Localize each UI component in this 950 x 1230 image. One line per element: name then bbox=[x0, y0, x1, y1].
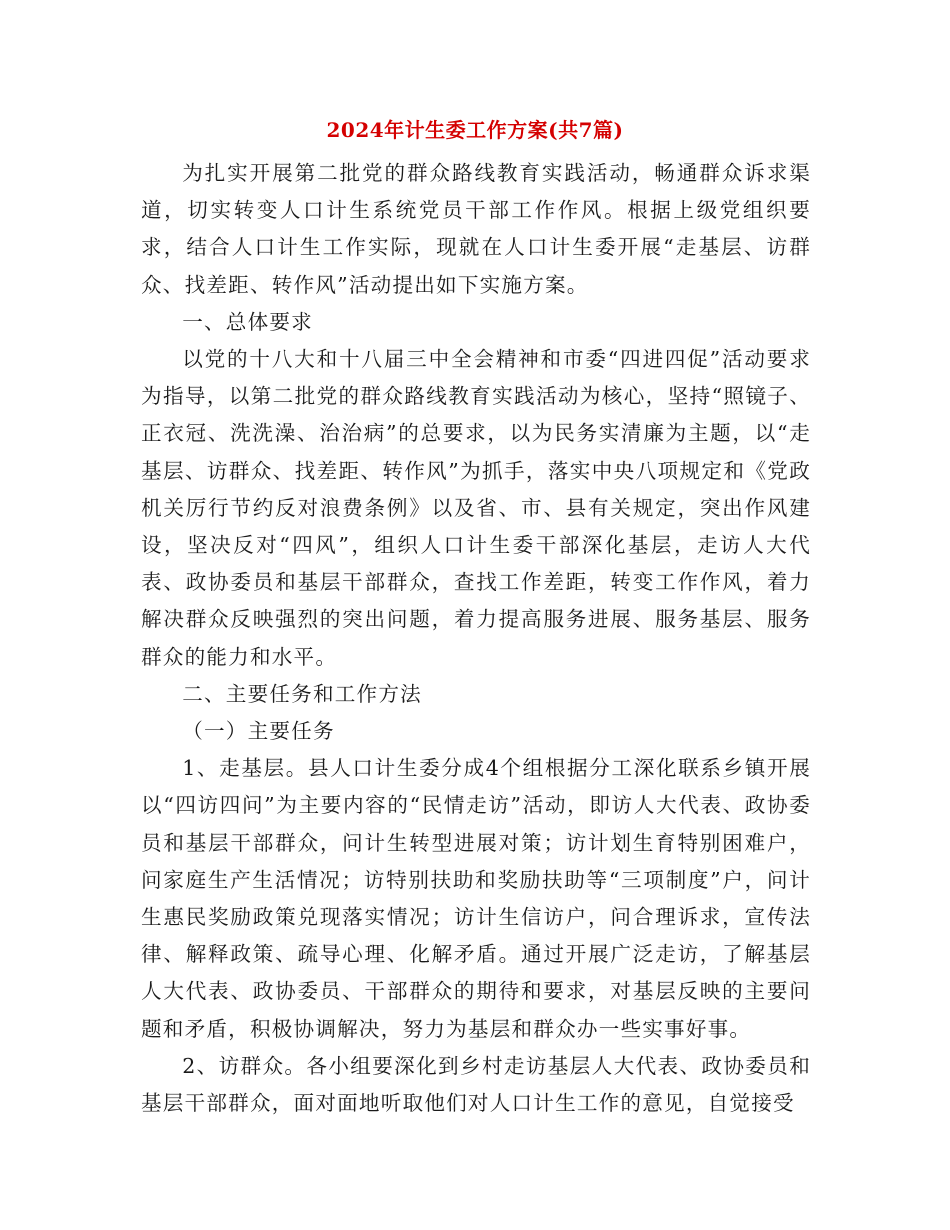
section-heading-overall-requirements: 一、总体要求 bbox=[182, 309, 313, 334]
paragraph-overall-requirements: 以党的十八大和十八届三中全会精神和市委“四进四促”活动要求为指导，以第二批党的群众路线教育实践活动为核心，坚持“照镜子、正衣冠、洗洗澡、治治病”的总要求，以为民务实清廉为主题，以“走基层、访群众、找差距、转作风”为抓手，落实中央八项规定和《党政机关厉行节约反对浪费条例》以及省、市、县有关规定，突出作风建设，坚决反对“四风”，组织人口计生委干部深化基层，走访人大代表、政协委员和基层干部群众，查找工作差距，转变工作作风，着力解决群众反映强烈的突出问题，着力提高服务进展、服务基层、服务群众的能力和水平。 bbox=[141, 347, 811, 669]
paragraph-task-1: 1、走基层。县人口计生委分成4个组根据分工深化联系乡镇开展以“四访四问”为主要内容的“民情走访”活动，即访人大代表、政协委员和基层干部群众，问计生转型进展对策；访计划生育特别困难户，问家庭生产生活情况；访特别扶助和奖励扶助等“三项制度”户，问计生惠民奖励政策兑现落实情况；访计生信访户，问合理诉求，宣传法律、解释政策、疏导心理、化解矛盾。通过开展广泛走访，了解基层人大代表、政协委员、干部群众的期待和要求，对基层反映的主要问题和矛盾，积极协调解决，努力为基层和群众办一些实事好事。 bbox=[141, 756, 811, 1041]
subsection-heading-main-tasks: （一）主要任务 bbox=[182, 719, 335, 744]
paragraph-intro: 为扎实开展第二批党的群众路线教育实践活动，畅通群众诉求渠道，切实转变人口计生系统党员干部工作作风。根据上级党组织要求，结合人口计生工作实际，现就在人口计生委开展“走基层、访群众、找差距、转作风”活动提出如下实施方案。 bbox=[141, 161, 811, 297]
section-heading-main-tasks-methods: 二、主要任务和工作方法 bbox=[182, 681, 422, 706]
document-body bbox=[141, 155, 811, 1122]
paragraph-task-2: 2、访群众。各小组要深化到乡村走访基层人大代表、政协委员和基层干部群众，面对面地听取他们对人口计生工作的意见，自觉接受 bbox=[141, 1053, 811, 1116]
document-title: 2024年计生委工作方案(共7篇) bbox=[326, 118, 624, 142]
